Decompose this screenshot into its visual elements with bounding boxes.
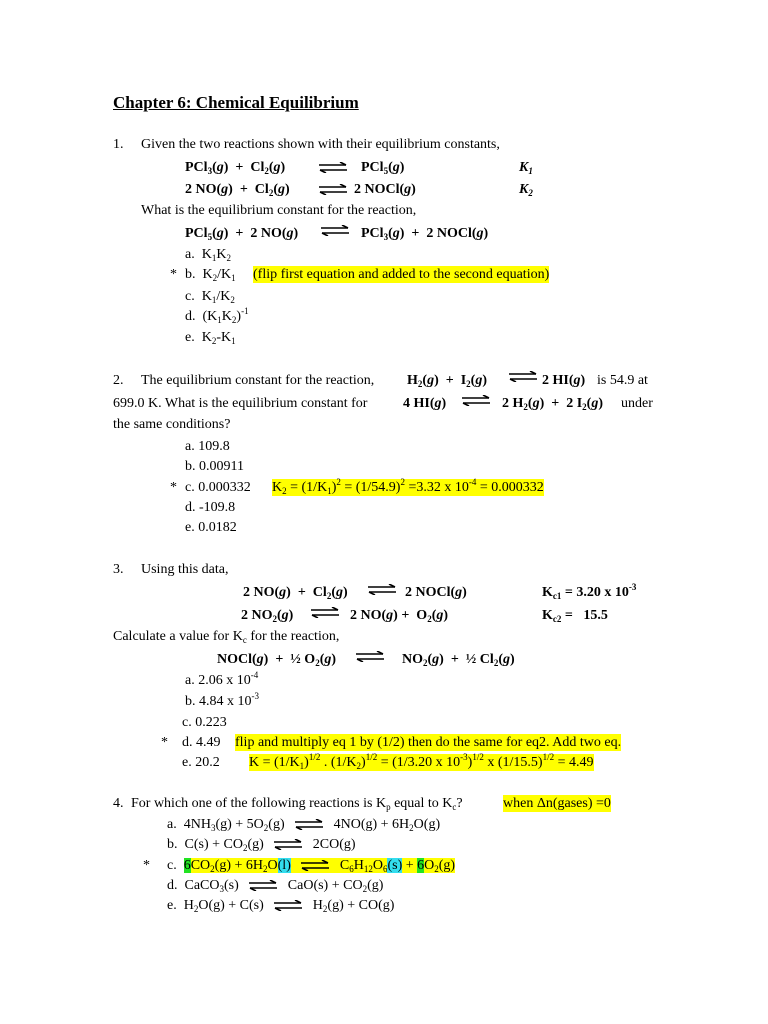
q1-reaction1-reactants: $PCl_3(g) + Cl_2(g)$ xyxy=(185,160,286,176)
q2-text-3: 699.0 K. What is the equilibrium constant for xyxy=(113,396,368,411)
q2-text-1: The equilibrium constant for the reaction, xyxy=(141,373,375,388)
q2-text-4: under xyxy=(621,396,653,411)
q2-option-c: c. 0.000332 xyxy=(185,480,251,495)
q1-option-d: d. $(K_1K_2)^{-1}$ xyxy=(185,306,249,325)
q3-option-d: d. 4.49 xyxy=(182,735,221,750)
q3-reaction1-products: 2 NOCl(g) xyxy=(405,585,467,600)
q1-option-e: e. $K_2-K_1$ xyxy=(185,330,236,346)
q1-answer-note: (flip first equation and added to the second equation) xyxy=(253,267,550,282)
q3-option-b: b. 4.84 x $10^{-3}$ xyxy=(185,691,259,709)
q1-reaction2-reactants: 2 $NO(g) + Cl_2(g)$ xyxy=(185,182,290,198)
q2-number: 2. xyxy=(113,373,124,388)
q4-option-d: d. CaCO$_3$(s) $CaO(s) + CO_2(g)$ xyxy=(167,878,384,894)
q3-number: 3. xyxy=(113,562,124,577)
q3-answer-marker: * xyxy=(161,735,168,750)
q4-option-b: b. $C(s) + CO_2(g)$ 2CO(g) xyxy=(167,837,356,853)
q3-answer-note-1: flip and multiply eq 1 by (1/2) then do the same for eq2. Add two eq. xyxy=(235,735,622,750)
q2-answer-marker: * xyxy=(170,480,177,495)
q2-text-5: the same conditions? xyxy=(113,417,231,432)
q1-reaction3-reactants: PCl$_5$(g) + 2 NO(g) xyxy=(185,226,299,242)
q2-text-2: is 54.9 at xyxy=(597,373,648,388)
q1-reaction3-products: PCl$_3$(g) + 2 NOCl(g) xyxy=(361,226,489,242)
q4-option-e: e. $H_2O(g) + C(s) H_2(g) + CO(g)$ xyxy=(167,898,395,914)
page-title: Chapter 6: Chemical Equilibrium xyxy=(113,93,359,112)
q3-reaction3-reactants: NOCl(g) + ½ $O_2(g)$ xyxy=(217,652,337,668)
q4-question: For which one of the following reactions is $K_p$ equal to $K_c$? xyxy=(131,796,463,812)
equilibrium-arrow-icon xyxy=(300,860,330,871)
equilibrium-arrow-icon xyxy=(355,651,385,662)
q1-intro: Given the two reactions shown with their equilibrium constants, xyxy=(141,137,500,152)
q1-option-b: b. $K_2/K_1$ xyxy=(185,267,236,283)
q4-answer-note: when Δn(gases) =0 xyxy=(503,796,611,811)
q2-answer-note: $K_2 = (1/K_1)^2 = (1/54.9)^2 =3.32$ x $10^{-4} = 0.000332$ xyxy=(272,477,544,496)
q2-option-a: a. 109.8 xyxy=(185,439,230,454)
q2-option-b: b. 0.00911 xyxy=(185,459,244,474)
q2-option-d: d. -109.8 xyxy=(185,500,236,515)
q3-kc1: $K_{c1} = 3.20$ x $10^{-3}$ xyxy=(542,582,637,601)
q3-option-e: e. 20.2 xyxy=(182,755,220,770)
q1-prompt: What is the equilibrium constant for the reaction, xyxy=(141,203,417,218)
q3-prompt: Calculate a value for $K_c$ for the reaction, xyxy=(113,629,340,645)
equilibrium-arrow-icon xyxy=(461,395,491,406)
q2-reaction2: 4 HI(g) xyxy=(403,396,447,411)
q3-intro: Using this data, xyxy=(141,562,229,577)
q1-number: 1. xyxy=(113,137,124,152)
equilibrium-arrow-icon xyxy=(367,584,397,595)
q3-reaction2-reactants: 2 $NO_2(g)$ xyxy=(241,608,294,624)
q3-reaction3-products: $NO_2(g)$ + ½ $Cl_2(g)$ xyxy=(402,652,515,668)
q1-reaction2-products: 2 NOCl(g) xyxy=(354,182,416,197)
equilibrium-arrow-icon xyxy=(318,162,348,173)
equilibrium-arrow-icon xyxy=(273,839,303,850)
q3-option-a: a. 2.06 x $10^{-4}$ xyxy=(185,670,259,688)
q1-k2: $K_2$ xyxy=(519,182,533,198)
equilibrium-arrow-icon xyxy=(310,607,340,618)
q3-answer-note-2: $K = (1/K_1)^{1/2}$ . $(1/K_2)^{1/2} = (1/3.20$ x $10^{-3})^{1/2}$ x $(1/15.5)^{1/2} = 4.49$ xyxy=(249,752,594,771)
q4-answer-marker: * xyxy=(143,858,150,873)
q3-option-c: c. 0.223 xyxy=(182,715,227,730)
q3-reaction1-reactants: 2 $NO(g) + Cl_2(g)$ xyxy=(243,585,348,601)
equilibrium-arrow-icon xyxy=(248,880,278,891)
q4-option-a: a. $4NH_3(g) + 5O_2(g) 4NO(g) + 6H_2O(g)$ xyxy=(167,817,441,833)
q2-reaction1: $H_2(g) + I_2(g)$ xyxy=(407,373,487,389)
q2-reaction1-product: 2 HI(g) xyxy=(542,373,586,388)
equilibrium-arrow-icon xyxy=(294,819,324,830)
q1-reaction1-products: PCl$_5$(g) xyxy=(361,160,405,176)
q4-option-c: c. $6CO_2(g) + 6H_2O(l) C_6H_{12}O_6(s) + 6O_2(g)$ xyxy=(167,858,456,874)
q2-reaction2-products: 2 $H_2(g) + 2$ $I_2(g)$ xyxy=(502,396,603,412)
q1-k1: $K_1$ xyxy=(519,160,533,176)
q2-option-e: e. 0.0182 xyxy=(185,520,237,535)
equilibrium-arrow-icon xyxy=(508,371,538,382)
equilibrium-arrow-icon xyxy=(320,225,350,236)
q3-reaction2-products: 2 $NO(g) + O_2(g)$ xyxy=(350,608,449,624)
q1-option-a: a. $K_1K_2$ xyxy=(185,247,231,263)
equilibrium-arrow-icon xyxy=(318,184,348,195)
q4-number: 4. xyxy=(113,796,124,811)
q1-answer-marker: * xyxy=(170,267,177,282)
equilibrium-arrow-icon xyxy=(273,900,303,911)
q3-kc2: $K_{c2} = 15.5$ xyxy=(542,608,608,624)
q1-option-c: c. $K_1/K_2$ xyxy=(185,289,235,305)
